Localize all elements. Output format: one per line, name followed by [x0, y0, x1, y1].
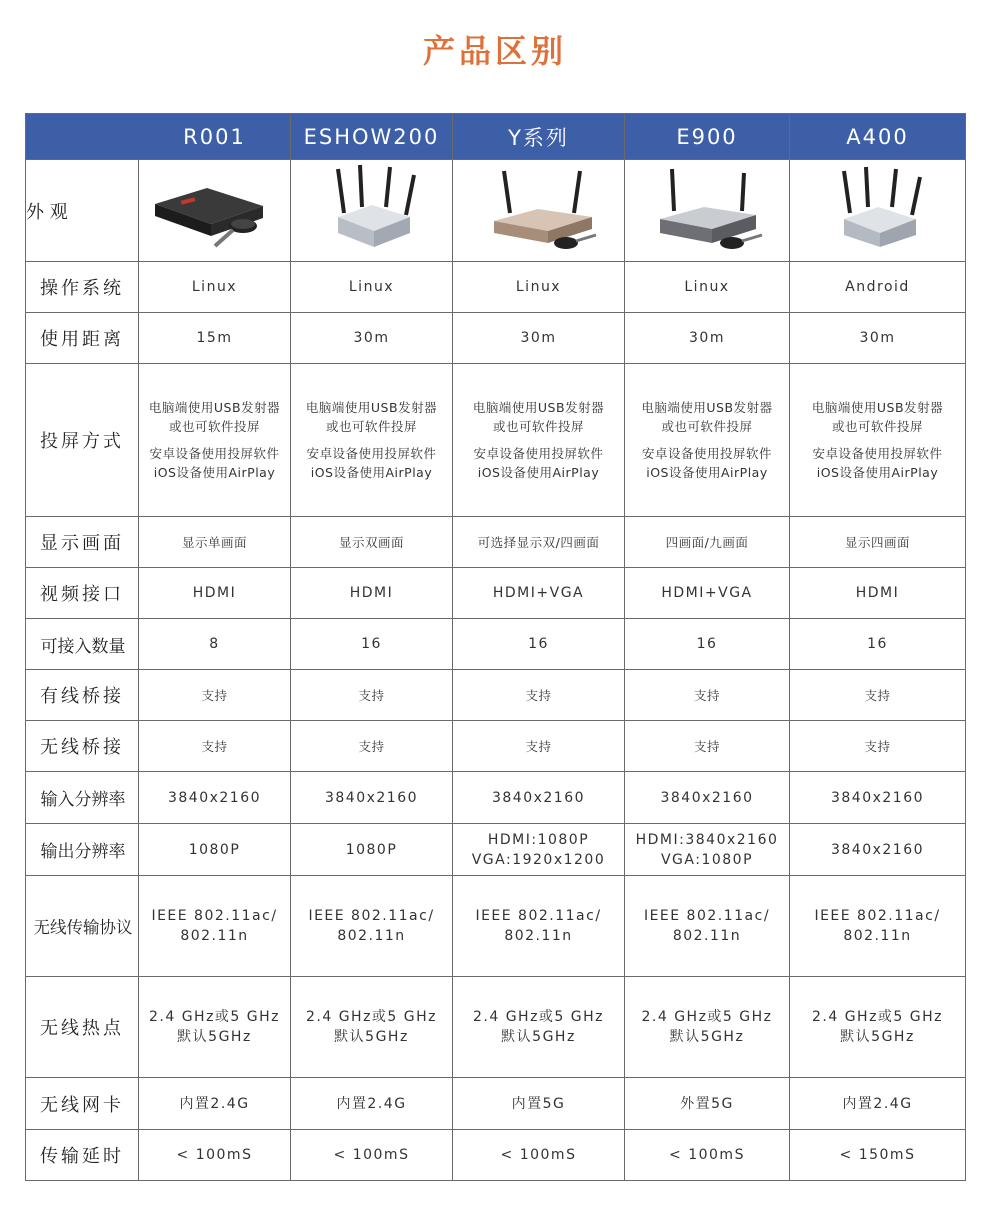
- hotspot-line-2: 默认5GHz: [669, 1029, 745, 1045]
- table-cell: Android: [790, 262, 966, 313]
- projection-line-3: 安卓设备使用投屏软件: [641, 446, 772, 461]
- projection-line-4: iOS设备使用AirPlay: [477, 465, 600, 480]
- table-row-appearance: [26, 160, 966, 262]
- row-label-output-resolution: 输出分辨率: [26, 824, 139, 876]
- table-cell: [625, 977, 790, 1078]
- table-cell: 显示双画面: [291, 517, 453, 568]
- hotspot-line-1: 2.4 GHz或5 GHz: [641, 1009, 773, 1025]
- row-label-appearance: [26, 160, 139, 262]
- table-cell: [453, 977, 625, 1078]
- protocol-line-2: 802.11n: [180, 928, 249, 944]
- table-cell: < 100mS: [625, 1130, 790, 1181]
- table-cell: HDMI: [790, 568, 966, 619]
- table-cell: 30m: [453, 313, 625, 364]
- product-image-eshow200: [291, 160, 453, 262]
- row-label-wired-bridge: 有线桥接: [26, 670, 139, 721]
- protocol-line-2: 802.11n: [843, 928, 912, 944]
- projection-line-3: 安卓设备使用投屏软件: [812, 446, 943, 461]
- header-row: [26, 114, 966, 160]
- protocol-line-2: 802.11n: [337, 928, 406, 944]
- output-res-line: 1080P: [345, 841, 398, 858]
- projection-line-2: 或也可软件投屏: [325, 419, 417, 434]
- table-cell: [139, 977, 291, 1078]
- table-cell: [291, 876, 453, 977]
- table-cell: 16: [790, 619, 966, 670]
- table-cell: [139, 824, 291, 876]
- y-series-device-image: [464, 163, 614, 259]
- comparison-table: [25, 113, 966, 1181]
- output-res-line: 3840x2160: [830, 841, 925, 858]
- table-row-protocol: [26, 876, 966, 977]
- row-label-appearance-text: 外 观: [26, 201, 68, 223]
- protocol-line-1: IEEE 802.11ac/: [814, 908, 941, 924]
- eshow200-device-image: [302, 163, 442, 259]
- row-label-display: 显示画面: [26, 517, 139, 568]
- projection-line-1: 电脑端使用USB发射器: [148, 400, 281, 415]
- table-row-display: [26, 517, 966, 568]
- table-cell: HDMI+VGA: [625, 568, 790, 619]
- hotspot-line-1: 2.4 GHz或5 GHz: [811, 1009, 944, 1025]
- column-header-y-series: Y系列: [453, 114, 625, 160]
- table-cell: < 150mS: [790, 1130, 966, 1181]
- table-row-nic: [26, 1078, 966, 1130]
- product-image-e900: [625, 160, 790, 262]
- table-cell: Linux: [625, 262, 790, 313]
- table-cell: HDMI: [291, 568, 453, 619]
- row-label-input-resolution: 输入分辨率: [26, 772, 139, 824]
- projection-line-3: 安卓设备使用投屏软件: [473, 446, 604, 461]
- projection-line-4: iOS设备使用AirPlay: [646, 465, 768, 480]
- table-row-video: [26, 568, 966, 619]
- table-cell: 16: [453, 619, 625, 670]
- table-cell: 外置5G: [625, 1078, 790, 1130]
- table-cell: 3840x2160: [291, 772, 453, 824]
- row-label-latency: 传输延时: [26, 1130, 139, 1181]
- table-cell: 支持: [139, 721, 291, 772]
- table-cell: [625, 876, 790, 977]
- table-cell: 显示单画面: [139, 517, 291, 568]
- hotspot-line-1: 2.4 GHz或5 GHz: [305, 1009, 438, 1025]
- table-cell: 3840x2160: [453, 772, 625, 824]
- table-cell: 3840x2160: [139, 772, 291, 824]
- table-cell: HDMI: [139, 568, 291, 619]
- table-row-output-resolution: [26, 824, 966, 876]
- table-cell: HDMI+VGA: [453, 568, 625, 619]
- column-header-eshow200: ESHOW200: [291, 114, 453, 160]
- protocol-line-2: 802.11n: [672, 928, 742, 944]
- protocol-line-1: IEEE 802.11ac/: [151, 908, 278, 924]
- projection-line-2: 或也可软件投屏: [661, 419, 753, 434]
- table-cell: [790, 824, 966, 876]
- protocol-line-2: 802.11n: [504, 928, 573, 944]
- table-cell: Linux: [139, 262, 291, 313]
- hotspot-line-2: 默认5GHz: [501, 1029, 576, 1045]
- table-cell: [139, 876, 291, 977]
- table-cell: 内置2.4G: [291, 1078, 453, 1130]
- table-row-latency: [26, 1130, 966, 1181]
- table-cell: 内置5G: [453, 1078, 625, 1130]
- table-cell: 3840x2160: [790, 772, 966, 824]
- table-cell: 支持: [453, 670, 625, 721]
- hotspot-line-1: 2.4 GHz或5 GHz: [148, 1009, 281, 1025]
- table-row-hotspot: [26, 977, 966, 1078]
- a400-device-image: [808, 163, 948, 259]
- table-cell: 30m: [790, 313, 966, 364]
- column-header-a400: A400: [790, 114, 966, 160]
- projection-line-1: 电脑端使用USB发射器: [641, 400, 773, 415]
- projection-line-1: 电脑端使用USB发射器: [472, 400, 605, 415]
- table-cell: 支持: [625, 721, 790, 772]
- table-cell: < 100mS: [139, 1130, 291, 1181]
- output-res-line: VGA:1080P: [660, 851, 754, 868]
- table-cell: [625, 824, 790, 876]
- table-cell: 15m: [139, 313, 291, 364]
- row-label-nic: 无线网卡: [26, 1078, 139, 1130]
- projection-line-4: iOS设备使用AirPlay: [153, 465, 276, 480]
- table-cell: [291, 824, 453, 876]
- row-label-projection: 投屏方式: [26, 364, 139, 517]
- product-image-r001: [139, 160, 291, 262]
- row-label-video: 视频接口: [26, 568, 139, 619]
- protocol-line-1: IEEE 802.11ac/: [643, 908, 771, 924]
- table-cell: 支持: [291, 721, 453, 772]
- output-res-line: HDMI:1080P: [487, 831, 590, 848]
- row-label-os: 操作系统: [26, 262, 139, 313]
- table-cell: 内置2.4G: [790, 1078, 966, 1130]
- table-cell: 支持: [139, 670, 291, 721]
- table-cell: Linux: [453, 262, 625, 313]
- projection-line-1: 电脑端使用USB发射器: [305, 400, 438, 415]
- table-cell: 16: [291, 619, 453, 670]
- table-row-input-resolution: [26, 772, 966, 824]
- protocol-line-1: IEEE 802.11ac/: [308, 908, 435, 924]
- row-label-protocol: 无线传输协议: [26, 876, 139, 977]
- table-cell: [139, 364, 291, 517]
- table-cell: 支持: [625, 670, 790, 721]
- table-cell: 支持: [790, 670, 966, 721]
- column-header-e900: E900: [625, 114, 790, 160]
- projection-line-2: 或也可软件投屏: [168, 419, 260, 434]
- output-res-line: VGA:1920x1200: [471, 851, 606, 868]
- table-cell: [453, 824, 625, 876]
- page-title: 产品区别: [422, 32, 567, 70]
- table-cell: [453, 876, 625, 977]
- row-label-distance: 使用距离: [26, 313, 139, 364]
- table-cell: Linux: [291, 262, 453, 313]
- table-row-os: [26, 262, 966, 313]
- projection-line-3: 安卓设备使用投屏软件: [306, 446, 437, 461]
- projection-line-2: 或也可软件投屏: [831, 419, 923, 434]
- hotspot-line-2: 默认5GHz: [334, 1029, 409, 1045]
- projection-line-1: 电脑端使用USB发射器: [811, 400, 944, 415]
- projection-line-2: 或也可软件投屏: [492, 419, 584, 434]
- output-res-line: 1080P: [188, 841, 241, 858]
- table-cell: 四画面/九画面: [625, 517, 790, 568]
- row-label-wireless-bridge: 无线桥接: [26, 721, 139, 772]
- product-image-y-series: [453, 160, 625, 262]
- table-cell: [790, 977, 966, 1078]
- table-cell: < 100mS: [453, 1130, 625, 1181]
- table-cell: 支持: [790, 721, 966, 772]
- table-cell: 30m: [291, 313, 453, 364]
- table-cell: 支持: [291, 670, 453, 721]
- table-cell: [790, 876, 966, 977]
- table-cell: 显示四画面: [790, 517, 966, 568]
- e900-device-image: [632, 163, 782, 259]
- table-cell: 内置2.4G: [139, 1078, 291, 1130]
- table-cell: 3840x2160: [625, 772, 790, 824]
- table-row-distance: [26, 313, 966, 364]
- row-label-count: 可接入数量: [26, 619, 139, 670]
- r001-device-image: [145, 166, 285, 256]
- table-cell: [291, 364, 453, 517]
- column-header-r001: R001: [139, 114, 291, 160]
- projection-line-4: iOS设备使用AirPlay: [816, 465, 939, 480]
- table-row-wired-bridge: [26, 670, 966, 721]
- table-row-count: [26, 619, 966, 670]
- projection-line-3: 安卓设备使用投屏软件: [149, 446, 280, 461]
- hotspot-line-1: 2.4 GHz或5 GHz: [472, 1009, 605, 1025]
- output-res-line: HDMI:3840x2160: [635, 831, 779, 848]
- hotspot-line-2: 默认5GHz: [840, 1029, 915, 1045]
- table-row-wireless-bridge: [26, 721, 966, 772]
- hotspot-line-2: 默认5GHz: [177, 1029, 252, 1045]
- table-cell: 16: [625, 619, 790, 670]
- header-corner: [26, 114, 139, 160]
- table-cell: [790, 364, 966, 517]
- table-row-projection: [26, 364, 966, 517]
- protocol-line-1: IEEE 802.11ac/: [475, 908, 602, 924]
- table-cell: 可选择显示双/四画面: [453, 517, 625, 568]
- table-cell: 支持: [453, 721, 625, 772]
- projection-line-4: iOS设备使用AirPlay: [310, 465, 433, 480]
- table-cell: [291, 977, 453, 1078]
- table-cell: [625, 364, 790, 517]
- table-cell: [453, 364, 625, 517]
- product-image-a400: [790, 160, 966, 262]
- table-cell: 8: [139, 619, 291, 670]
- table-cell: 30m: [625, 313, 790, 364]
- row-label-hotspot: 无线热点: [26, 977, 139, 1078]
- table-cell: < 100mS: [291, 1130, 453, 1181]
